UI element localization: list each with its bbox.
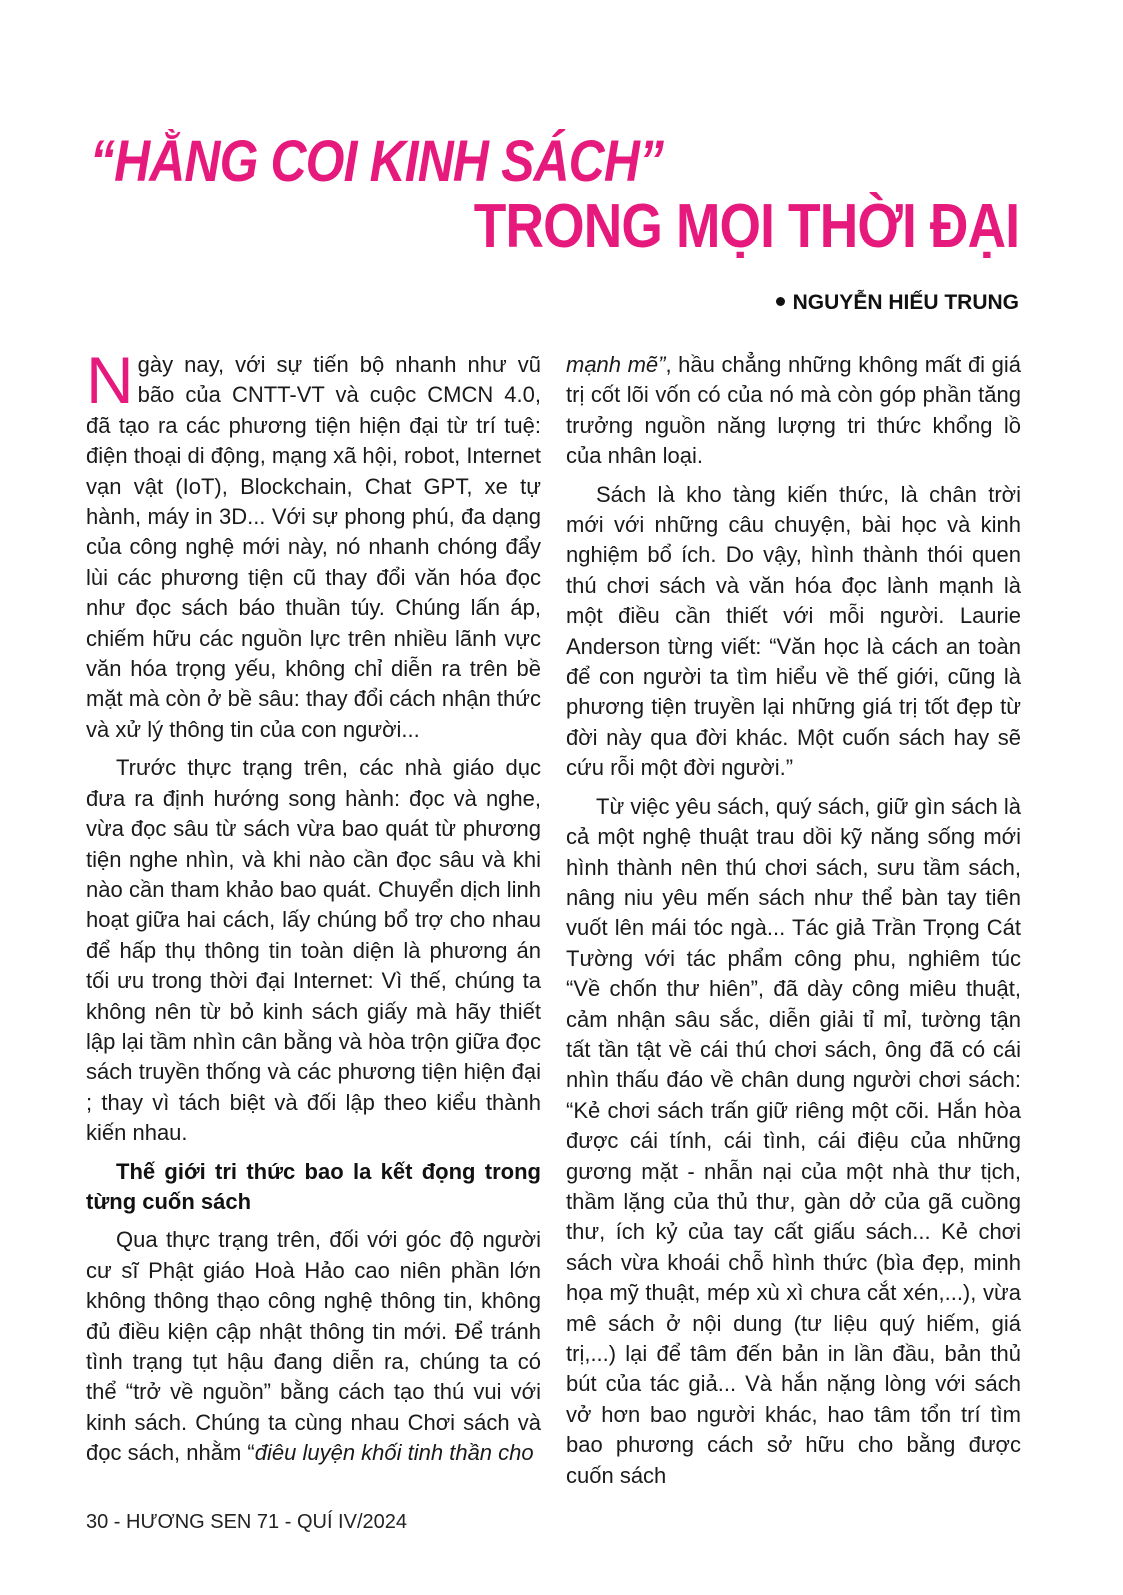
paragraph-text: gày nay, với sự tiến bộ nhanh như vũ bão của CNTT-VT và cuộc CMCN 4.0, đã tạo ra các phương tiện hiện đại từ trí tuệ: điện thoại di động, mạng xã hội, robot, Internet vạn vật (IoT), Blockchain, Chat GPT, xe tự hành, máy in 3D... Với sự phong phú, đa dạng của công nghệ mới này, nó nhanh chóng đẩy lùi các phương tiện cũ thay đổi văn hóa đọc như đọc sách báo thuần túy. Chúng lấn áp, chiếm hữu các nguồn lực trên nhiều lãnh vực văn hóa trọng yếu, không chỉ diễn ra trên bề mặt mà còn ở bề sâu: thay đổi cách nhận thức và xử lý thông tin của con người... (86, 352, 541, 742)
author-byline (776, 290, 1019, 316)
page-footer: 30 - HƯƠNG SEN 71 - QUÍ IV/2024 (86, 1511, 408, 1533)
paragraph (566, 350, 1021, 472)
paragraph-text: , hầu chẳng những không mất đi giá trị cốt lõi vốn có của nó mà còn góp phần tăng trưởng nguồn năng lượng tri thức khổng lồ của nhân loại. (566, 352, 1021, 469)
paragraph (86, 1225, 541, 1468)
paragraph (86, 343, 541, 745)
bullet-icon (776, 297, 785, 306)
italic-text: mạnh mẽ” (566, 352, 666, 377)
paragraph: Từ việc yêu sách, quý sách, giữ gìn sách là cả một nghệ thuật trau dồi kỹ năng sống mới hình thành nên thú chơi sách, sưu tầm sách, nâng niu yêu mến sách như thể bàn tay tiên vuốt lên mái tóc ngà... Tác giả Trần Trọng Cát Tường với tác phẩm công phu, nghiêm túc “Về chốn thư hiên”, đã dày công miêu thuật, cảm nhận sâu sắc, diễn giải tỉ mỉ, tường tận tất tần tật về cái thú chơi sách, ông đã có cái nhìn thấu đáo về chân dung người chơi sách: “Kẻ chơi sách trấn giữ riêng một cõi. Hắn hòa được cái tính, cái tình, cái điệu của những gương mặt - nhẫn nại của một nhà thư tịch, thầm lặng của thủ thư, gàn dở của gã cuồng thư, ích kỷ của tay cất giấu sách... Kẻ chơi sách vừa khoái chỗ hình thức (bìa đẹp, minh họa mỹ thuật, mép xù xì chưa cắt xén,...), vừa mê sách ở nội dung (tư liệu quý hiếm, giá trị,...) lại để tâm đến bản in lần đầu, bản thủ bút của tác giả... Và hắn nặng lòng với sách vở hơn bao người khác, hao tâm tổn trí tìm bao phương cách sở hữu cho bằng được cuốn sách (566, 793, 1021, 1488)
column-left (86, 343, 541, 1477)
title-line-2: TRONG MỌI THỜI ĐẠI (473, 192, 1019, 261)
column-right (566, 350, 1021, 1499)
paragraph: Trước thực trạng trên, các nhà giáo dục đưa ra định hướng song hành: đọc và nghe, vừa đọc sâu từ sách vừa bao quát từ phương tiện nghe nhìn, và khi nào cần đọc sâu và khi nào cần tham khảo bao quát. Chuyển dịch linh hoạt giữa hai cách, lấy chúng bổ trợ cho nhau để hấp thụ thông tin toàn diện là phương án tối ưu trong thời đại Internet: Vì thế, chúng ta không nên từ bỏ kinh sách giấy mà hãy thiết lập lại tầm nhìn cân bằng và hòa trộn giữa đọc sách truyền thống và các phương tiện hiện đại ; thay vì tách biệt và đối lập theo kiểu thành kiến nhau. (86, 755, 541, 1146)
section-heading: Thế giới tri thức bao la kết đọng trong từng cuốn sách (86, 1158, 541, 1214)
drop-cap: N (86, 343, 134, 417)
author-name: NGUYỄN HIẾU TRUNG (792, 291, 1019, 314)
paragraph: Sách là kho tàng kiến thức, là chân trời mới với những câu chuyện, bài học và kinh nghiệm bổ ích. Do vậy, hình thành thói quen thú chơi sách và văn hóa đọc lành mạnh là một điều cần thiết với mỗi người. Laurie Anderson từng viết: “Văn học là cách an toàn để con người ta tìm hiểu về thế giới, cũng là phương tiện truyền lại những giá trị tốt đẹp từ đời này qua đời khác. Một cuốn sách hay sẽ cứu rỗi một đời người.” (566, 481, 1021, 781)
italic-text: điêu luyện khối tinh thần cho (254, 1440, 534, 1466)
title-line-1: “HẰNG COI KINH SÁCH” (90, 129, 664, 194)
paragraph-text: Qua thực trạng trên, đối với góc độ người cư sĩ Phật giáo Hoà Hảo cao niên phần lớn không thông thạo công nghệ thông tin, không đủ điều kiện cập nhật thông tin mới. Để tránh tình trạng tụt hậu đang diễn ra, chúng ta có thể “trở về nguồn” bằng cách tạo thú vui với kinh sách. Chúng ta cùng nhau Chơi sách và đọc sách, nhằm “ (86, 1227, 541, 1466)
